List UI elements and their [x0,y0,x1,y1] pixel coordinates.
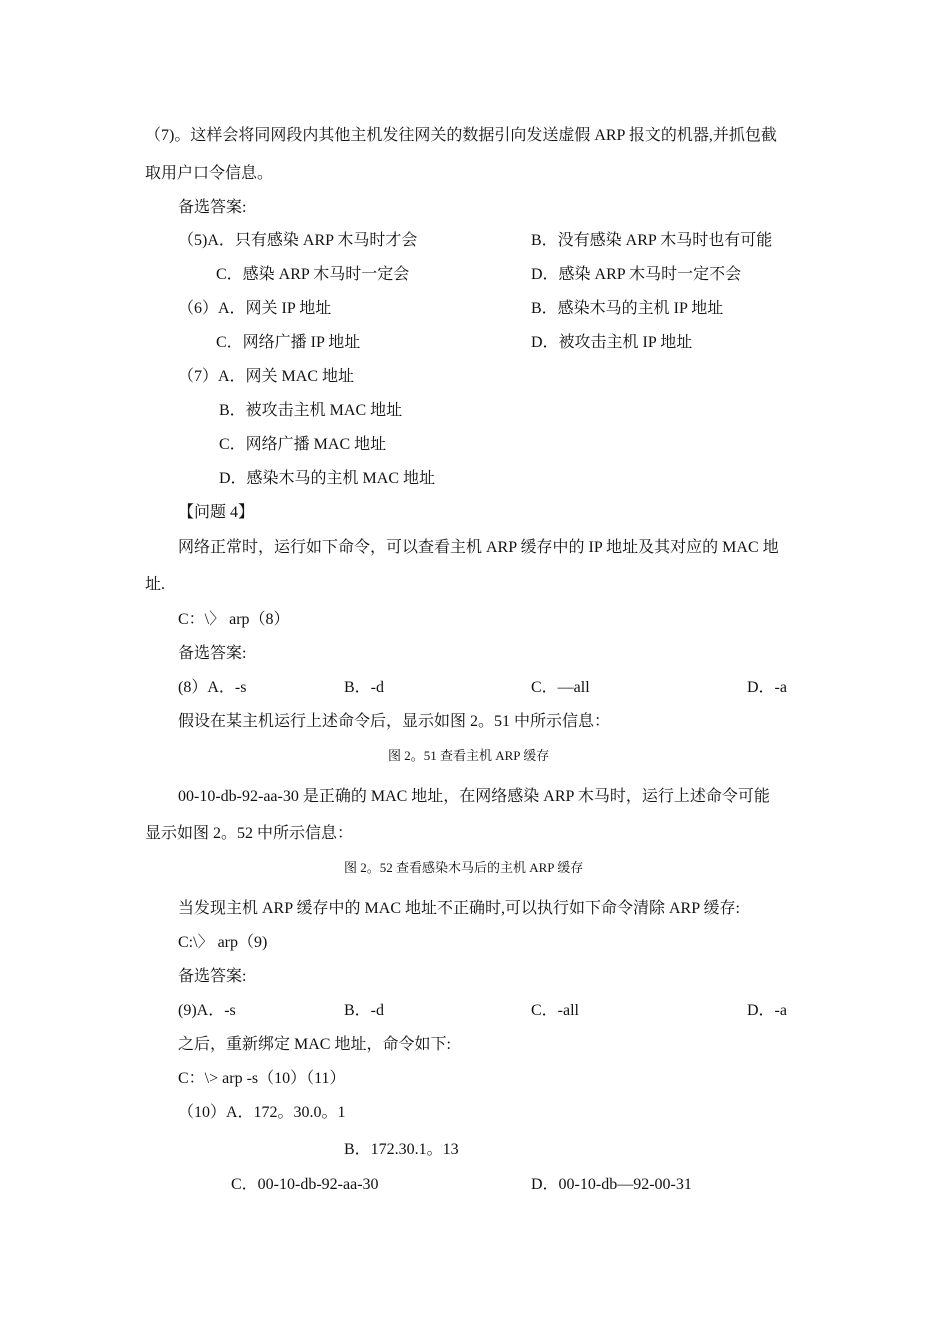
options-label: 备选答案: [178,199,247,216]
para4-line2: 显示如图 2。52 中所示信息： [145,825,354,842]
command-arp-8: C：\〉 arp（8） [178,611,290,628]
q5-option-d: D．感染 ARP 木马时一定不会 [531,266,742,283]
q5-option-b: B．没有感染 ARP 木马时也有可能 [531,232,773,249]
para1-line2: 取用户口令信息。 [145,165,274,182]
q9-option-b: B．-d [344,1002,385,1019]
figure-2-52-caption: 图 2。52 查看感染木马后的主机 ARP 缓存 [344,860,584,875]
figure-2-51-caption: 图 2。51 查看主机 ARP 缓存 [388,748,550,763]
q6-option-d: D．被攻击主机 IP 地址 [531,334,693,351]
q10-option-a: （10）A．172。30.0。1 [178,1104,346,1121]
para1-line1: （7)。这样会将同网段内其他主机发往网关的数据引向发送虚假 ARP 报文的机器,并抓包截 [145,127,777,144]
q7-option-c: C．网络广播 MAC 地址 [219,436,387,453]
q8-option-d: D．-a [747,679,787,696]
q7-option-b: B．被攻击主机 MAC 地址 [219,402,403,419]
q9-option-d: D．-a [747,1002,787,1019]
options-label: 备选答案: [178,968,247,985]
q9-option-a: (9)A．-s [178,1002,236,1019]
para3: 假设在某主机运行上述命令后，显示如图 2。51 中所示信息： [178,713,611,730]
q7-option-a: （7）A．网关 MAC 地址 [178,368,355,385]
para4-line1: 00-10-db-92-aa-30 是正确的 MAC 地址，在网络感染 ARP 木马时，运行上述命令可能 [178,788,770,805]
q10-option-d: D．00-10-db—92-00-31 [531,1176,692,1193]
para2-line1: 网络正常时，运行如下命令，可以查看主机 ARP 缓存中的 IP 地址及其对应的 MAC 地 [178,539,779,556]
q8-option-b: B．-d [344,679,385,696]
para6: 之后，重新绑定 MAC 地址，命令如下: [178,1036,451,1053]
q10-option-c: C．00-10-db-92-aa-30 [231,1176,379,1193]
para2-line2: 址. [145,576,166,593]
para5: 当发现主机 ARP 缓存中的 MAC 地址不正确时,可以执行如下命令清除 ARP 缓存: [178,900,740,917]
q5-option-a: （5)A．只有感染 ARP 木马时才会 [178,232,418,249]
command-arp-10-11: C：\> arp -s（10）（11） [178,1070,346,1087]
q6-option-b: B．感染木马的主机 IP 地址 [531,300,724,317]
q10-option-b: B．172.30.1。13 [344,1141,459,1158]
q9-option-c: C．-all [531,1002,579,1019]
q6-option-c: C．网络广播 IP 地址 [216,334,361,351]
q5-option-c: C．感染 ARP 木马时一定会 [216,266,410,283]
q8-option-c: C．—all [531,679,590,696]
question4-heading: 【问题 4】 [178,504,255,521]
q7-option-d: D．感染木马的主机 MAC 地址 [219,470,436,487]
q6-option-a: （6）A．网关 IP 地址 [178,300,332,317]
command-arp-9: C:\〉 arp（9) [178,934,268,951]
q8-option-a: (8）A．-s [178,679,247,696]
options-label: 备选答案: [178,645,247,662]
